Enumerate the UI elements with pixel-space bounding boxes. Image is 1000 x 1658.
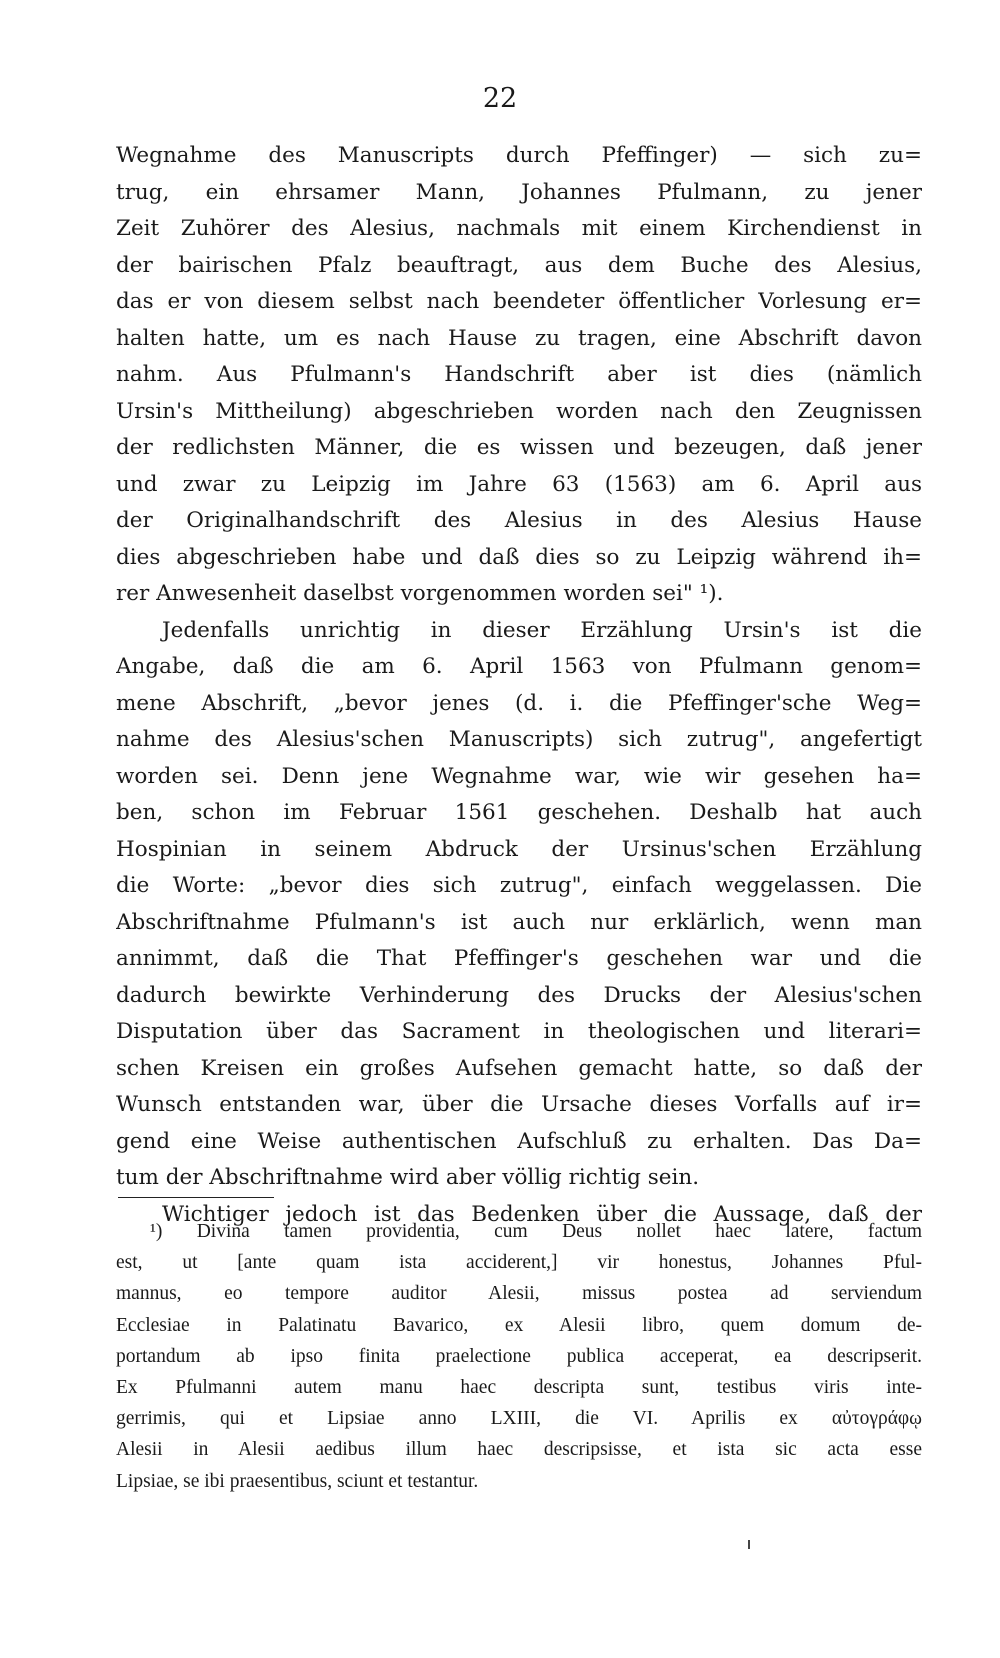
footnote	[116, 1216, 922, 1497]
body-line: annimmt, daß die That Pfeffinger's geschehen war und die	[116, 946, 922, 971]
body-line: Wunsch entstanden war, über die Ursache dieses Vorfalls auf ir=	[116, 1092, 922, 1117]
body-line: schen Kreisen ein großes Aufsehen gemacht hatte, so daß der	[116, 1055, 922, 1081]
body-line: der bairischen Pfalz beauftragt, aus dem Buche des Alesius,	[116, 252, 922, 278]
body-line: der redlichsten Männer, die es wissen und bezeugen, daß jener	[116, 435, 922, 460]
body-line: mene Abschrift, „bevor jenes (d. i. die Pfeffinger'sche Weg=	[116, 690, 922, 716]
body-line: Wichtiger jedoch ist das Bedenken über die Aussage, daß der	[162, 1201, 922, 1227]
body-line: trug, ein ehrsamer Mann, Johannes Pfulmann, zu jener	[116, 179, 922, 205]
body-line: dadurch bewirkte Verhinderung des Drucks der Alesius'schen	[116, 982, 922, 1008]
footnote-line: portandum ab ipso finita praelectione publica acceperat, ea descripserit.	[116, 1345, 922, 1367]
body-line: nahme des Alesius'schen Manuscripts) sich zutrug", angefertigt	[116, 727, 922, 752]
body-line: halten hatte, um es nach Hause zu tragen, eine Abschrift davon	[116, 325, 922, 351]
body-text	[116, 138, 922, 1233]
footnote-line: Lipsiae, se ibi praesentibus, sciunt et testantur.	[116, 1470, 479, 1492]
body-line: Zeit Zuhörer des Alesius, nachmals mit einem Kirchendienst in	[116, 216, 922, 241]
print-speck	[748, 1540, 750, 1549]
footnote-line: Alesii in Alesii aedibus illum haec descripsisse, et ista sic acta esse	[116, 1439, 922, 1461]
body-line: Jedenfalls unrichtig in dieser Erzählung Ursin's ist die	[162, 617, 922, 643]
body-line: Disputation über das Sacrament in theologischen und literari=	[116, 1019, 922, 1044]
body-line: tum der Abschriftnahme wird aber völlig richtig sein.	[116, 1165, 700, 1190]
body-line: die Worte: „bevor dies sich zutrug", einfach weggelassen. Die	[116, 873, 922, 898]
body-line: nahm. Aus Pfulmann's Handschrift aber ist dies (nämlich	[116, 362, 922, 387]
body-line: Wegnahme des Manuscripts durch Pfeffinger) — sich zu=	[116, 143, 922, 168]
footnote-line: Ex Pfulmanni autem manu haec descripta sunt, testibus viris inte-	[116, 1376, 922, 1398]
body-line: Abschriftnahme Pfulmann's ist auch nur erklärlich, wenn man	[116, 909, 922, 935]
body-line: Hospinian in seinem Abdruck der Ursinus'schen Erzählung	[116, 836, 922, 862]
body-line: gend eine Weise authentischen Aufschluß zu erhalten. Das Da=	[116, 1128, 922, 1154]
page-number: 22	[482, 83, 518, 114]
footnote-line: est, ut [ante quam ista acciderent,] vir honestus, Johannes Pful-	[116, 1252, 922, 1274]
footnote-line: gerrimis, qui et Lipsiae anno LXIII, die VI. Aprilis ex αὐτογράφῳ	[116, 1408, 922, 1430]
body-line: der Originalhandschrift des Alesius in des Alesius Hause	[116, 508, 922, 533]
body-line: dies abgeschrieben habe und daß dies so zu Leipzig während ih=	[116, 544, 922, 570]
body-line: Ursin's Mittheilung) abgeschrieben worden nach den Zeugnissen	[116, 398, 922, 424]
body-line: rer Anwesenheit daselbst vorgenommen worden sei" ¹).	[116, 581, 724, 606]
body-line: ben, schon im Februar 1561 geschehen. Deshalb hat auch	[116, 800, 922, 825]
body-line: das er von diesem selbst nach beendeter öffentlicher Vorlesung er=	[116, 289, 922, 314]
footnote-line: mannus, eo tempore auditor Alesii, missus postea ad serviendum	[116, 1283, 922, 1305]
footnote-line: Ecclesiae in Palatinatu Bavarico, ex Alesii libro, quem domum de-	[116, 1314, 922, 1336]
body-line: und zwar zu Leipzig im Jahre 63 (1563) am 6. April aus	[116, 471, 922, 497]
body-line: worden sei. Denn jene Wegnahme war, wie wir gesehen ha=	[116, 763, 922, 789]
body-line: Angabe, daß die am 6. April 1563 von Pfulmann genom=	[116, 654, 922, 679]
footnote-line: ¹) Divina tamen providentia, cum Deus nollet haec latere, factum	[150, 1221, 922, 1242]
footnote-divider	[118, 1197, 274, 1198]
